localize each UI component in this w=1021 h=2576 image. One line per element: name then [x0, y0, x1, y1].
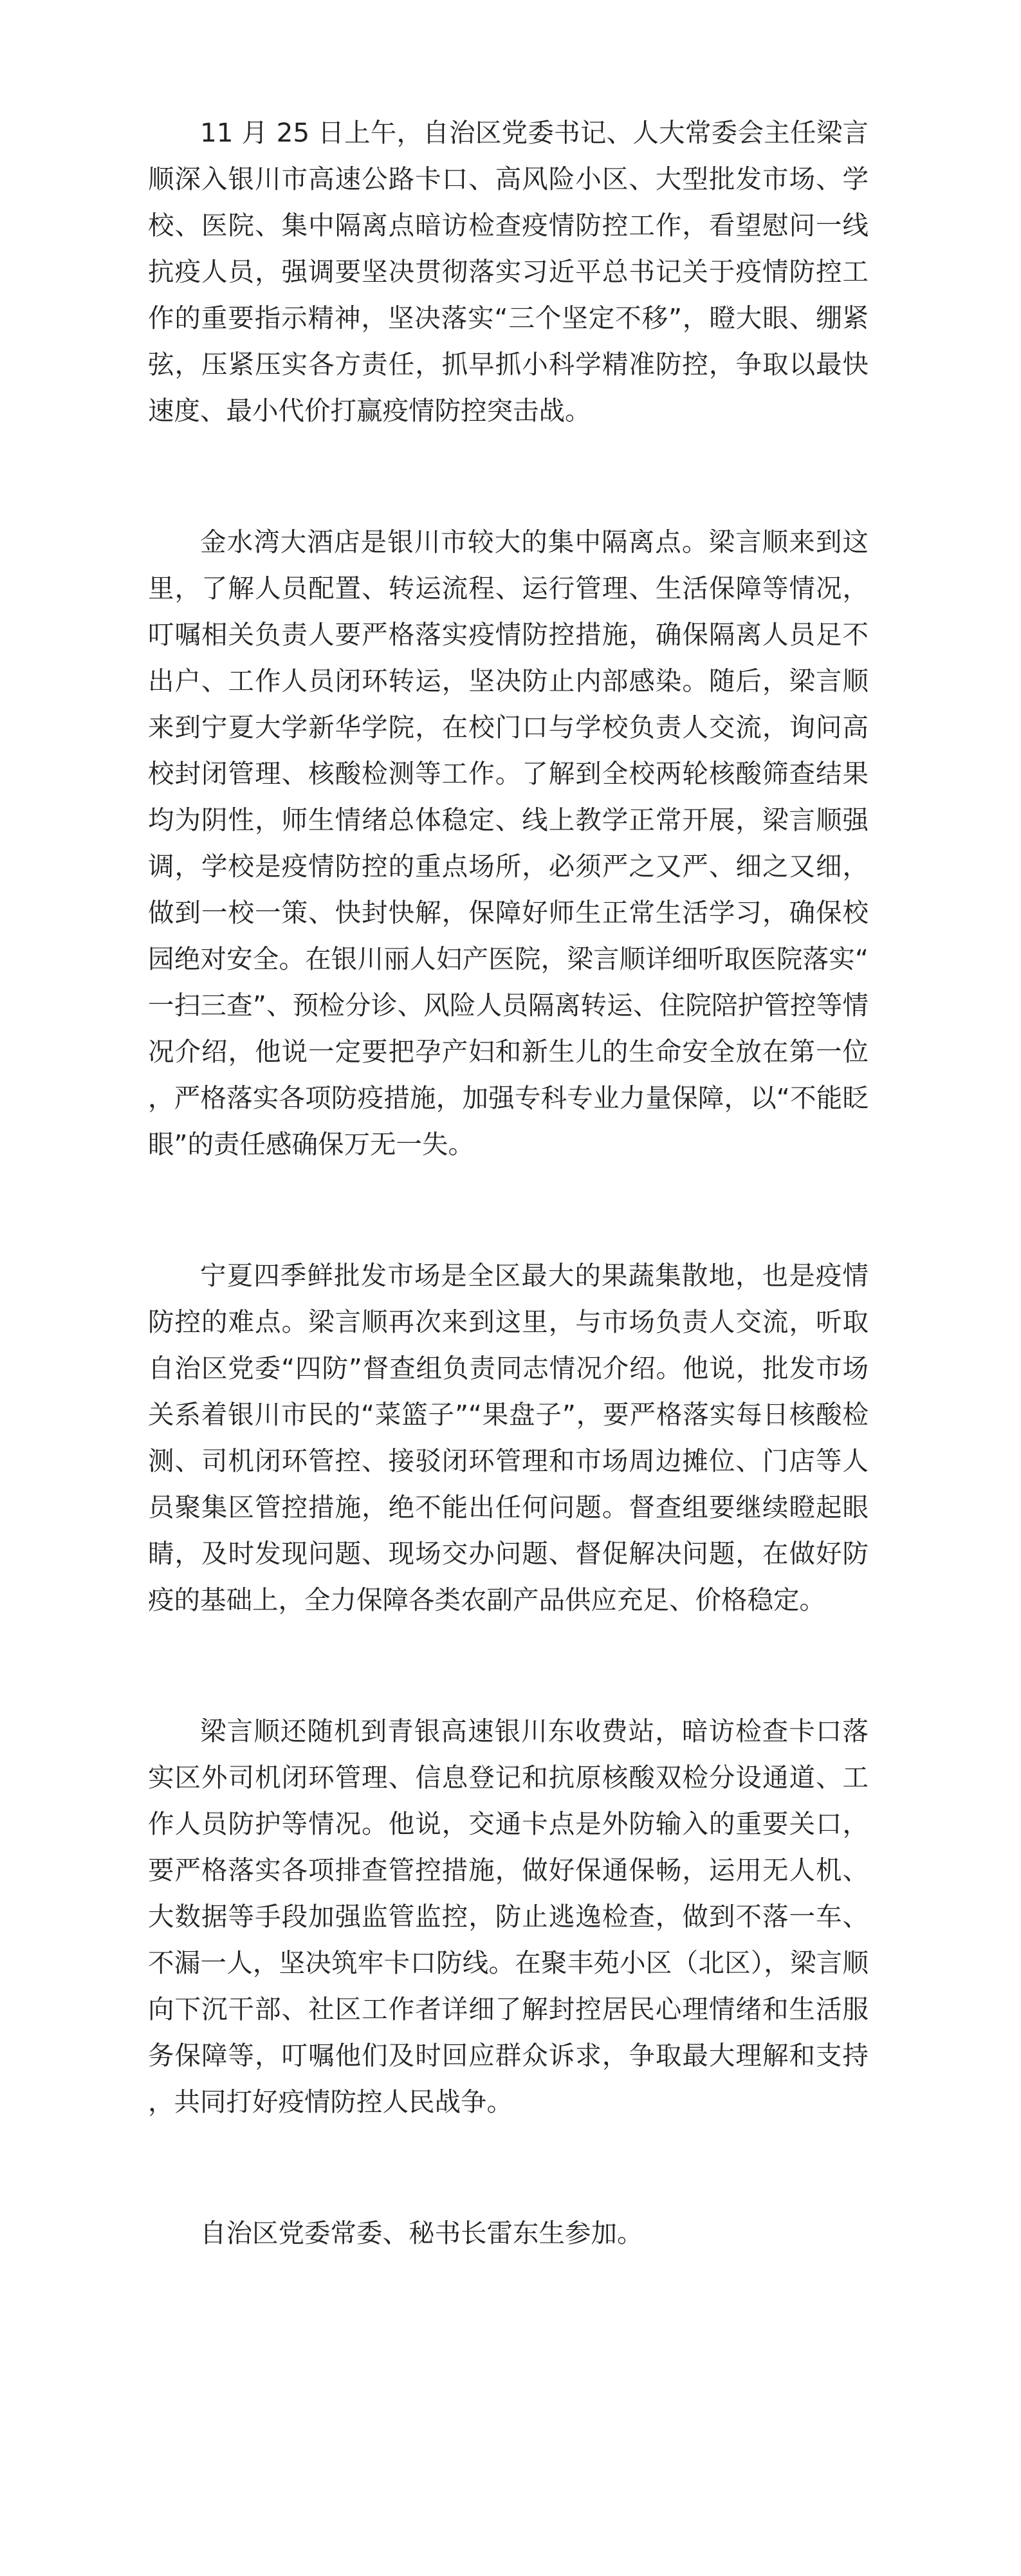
- article-paragraph-3: 宁夏四季鲜批发市场是全区最大的果蔬集散地，也是疫情防控的难点。梁言顺再次来到这里，与市场负责人交流，听取自治区党委“四防”督查组负责同志情况介绍。他说，批发市场关系着银川市民的“菜篮子”“果盘子”，要严格落实每日核酸检测、司机闭环管控、接驳闭环管理和市场周边摊位、门店等人员聚集区管控措施，绝不能出任何问题。督查组要继续瞪起眼睛，及时发现问题、现场交办问题、督促解决问题，在做好防疫的基础上，全力保障各类农副产品供应充足、价格稳定。: [148, 1260, 869, 1615]
- article-paragraph-2: 金水湾大酒店是银川市较大的集中隔离点。梁言顺来到这里，了解人员配置、转运流程、运行管理、生活保障等情况，叮嘱相关负责人要严格落实疫情防控措施，确保隔离人员足不出户、工作人员闭环转运，坚决防止内部感染。随后，梁言顺来到宁夏大学新华学院，在校门口与学校负责人交流，询问高校封闭管理、核酸检测等工作。了解到全校两轮核酸筛查结果均为阴性，师生情绪总体稳定、线上教学正常开展，梁言顺强调，学校是疫情防控的重点场所，必须严之又严、细之又细，做到一校一策、快封快解，保障好师生正常生活学习，确保校园绝对安全。在银川丽人妇产医院，梁言顺详细听取医院落实“一扫三查”、预检分诊、风险人员隔离转运、住院陪护管控等情况介绍，他说一定要把孕产妇和新生儿的生命安全放在第一位，严格落实各项防疫措施，加强专科专业力量保障，以“不能眨眼”的责任感确保万无一失。: [148, 526, 869, 1160]
- article-paragraph-5: 自治区党委常委、秘书长雷东生参加。: [200, 2218, 643, 2248]
- article-paragraph-1: 11 月 25 日上午，自治区党委书记、人大常委会主任梁言顺深入银川市高速公路卡口、高风险小区、大型批发市场、学校、医院、集中隔离点暗访检查疫情防控工作，看望慰问一线抗疫人员，强调要坚决贯彻落实习近平总书记关于疫情防控工作的重要指示精神，坚决落实“三个坚定不移”，瞪大眼、绷紧弦，压紧压实各方责任，抓早抓小科学精准防控，争取以最快速度、最小代价打赢疫情防控突击战。: [148, 117, 869, 426]
- article-paragraph-4: 梁言顺还随机到青银高速银川东收费站，暗访检查卡口落实区外司机闭环管理、信息登记和抗原核酸双检分设通道、工作人员防护等情况。他说，交通卡点是外防输入的重要关口，要严格落实各项排查管控措施，做好保通保畅，运用无人机、大数据等手段加强监管监控，防止逃逸检查，做到不落一车、不漏一人，坚决筑牢卡口防线。在聚丰苑小区（北区），梁言顺向下沉干部、社区工作者详细了解封控居民心理情绪和生活服务保障等，叮嘱他们及时回应群众诉求，争取最大理解和支持，共同打好疫情防控人民战争。: [148, 1716, 869, 2117]
- article-body: [148, 109, 869, 2256]
